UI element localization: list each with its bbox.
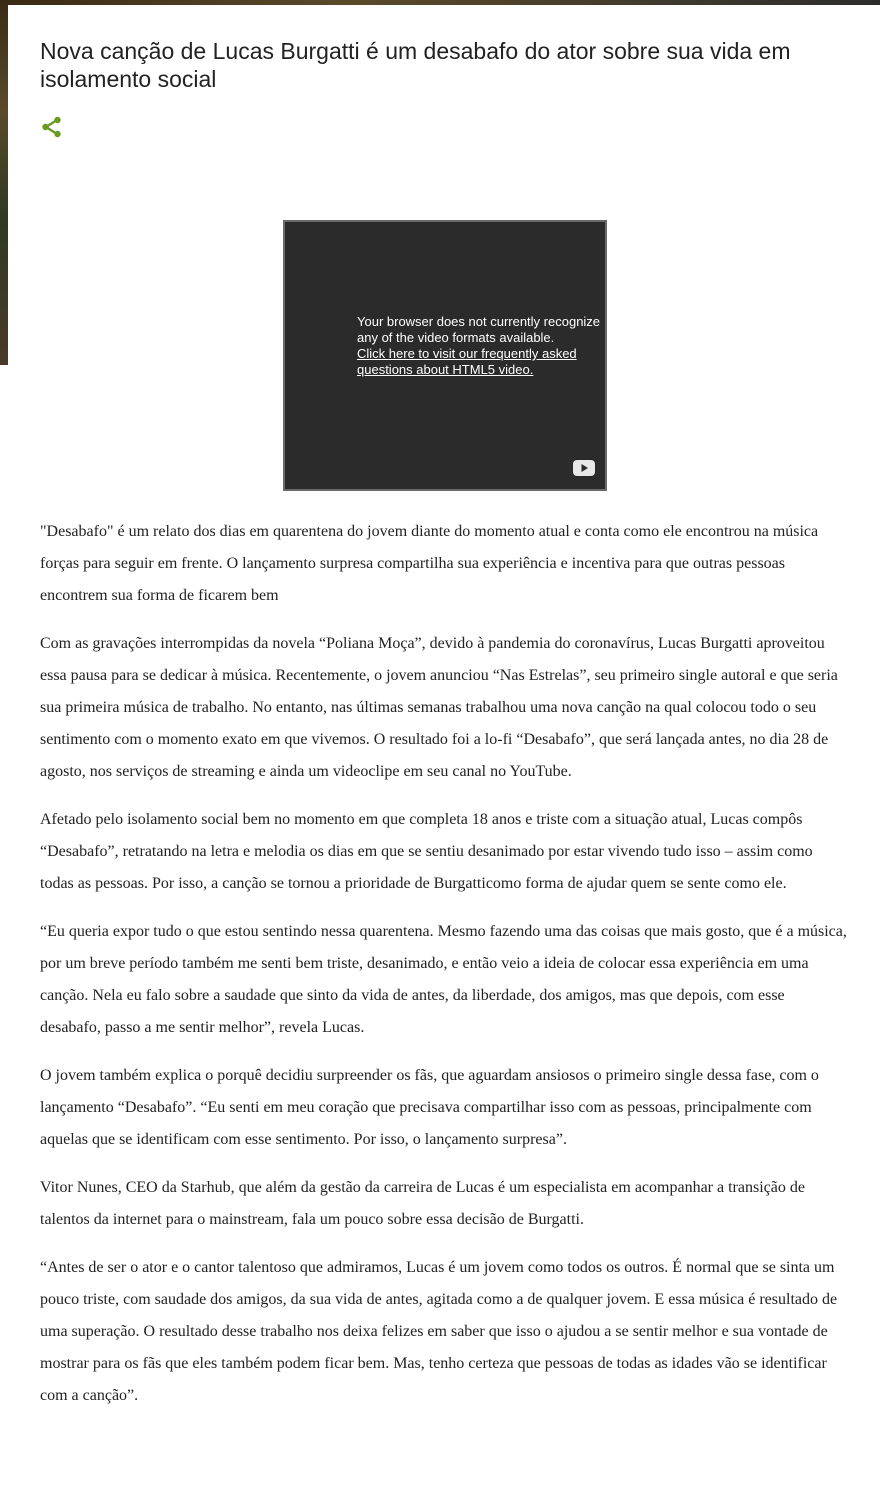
article-paragraph: "Desabafo" é um relato dos dias em quarentena do jovem diante do momento atual e conta como ele encontrou na música forças para seguir em frente. O lançamento surpresa compartilha sua experiência e incentiva para que outras pessoas encontrem sua forma de ficarem bem xyxy=(40,523,819,604)
background-strip xyxy=(0,0,8,365)
article-card xyxy=(8,5,880,1496)
article-paragraph: Com as gravações interrompidas da novela “Poliana Moça”, devido à pandemia do coronavírus, Lucas Burgatti aproveitou essa pausa para se dedicar à música. Recentemente, o jovem anunciou “Nas Estrelas”, seu primeiro single autoral e que seria sua primeira música de trabalho. No entanto, nas últimas semanas trabalhou uma nova canção na qual colocou todo o seu sentimento com o momento exato em que vivemos. O resultado foi a lo-fi “Desabafo”, que será lançada antes, no dia 28 de agosto, nos serviços de streaming e ainda um videoclipe em seu canal no YouTube. xyxy=(40,635,838,780)
youtube-icon[interactable] xyxy=(573,460,595,476)
video-faq-link[interactable]: Click here to visit our frequently asked questions about HTML5 video. xyxy=(357,346,577,377)
article-paragraph: “Eu queria expor tudo o que estou sentindo nessa quarentena. Mesmo fazendo uma das coisas que mais gosto, que é a música, por um breve período também me senti bem triste, desanimado, e então veio a ideia de colocar essa experiência em uma canção. Nela eu falo sobre a saudade que sinto da vida de antes, da liberdade, dos amigos, mas que depois, com esse desabafo, passo a me sentir melhor”, revela Lucas. xyxy=(40,923,847,1036)
video-message-text: Your browser does not currently recognize any of the video formats available. xyxy=(357,314,601,345)
article-paragraph: O jovem também explica o porquê decidiu surpreender os fãs, que aguardam ansiosos o primeiro single dessa fase, com o lançamento “Desabafo”. “Eu senti em meu coração que precisava compartilhar isso com as pessoas, principalmente com aquelas que se identificam com esse sentimento. Por isso, o lançamento surpresa”. xyxy=(40,1067,819,1148)
article-body xyxy=(40,516,848,1428)
article-title: Nova canção de Lucas Burgatti é um desabafo do ator sobre sua vida em isolamento social xyxy=(40,38,791,92)
article-paragraph: Afetado pelo isolamento social bem no momento em que completa 18 anos e triste com a situação atual, Lucas compôs “Desabafo”, retratando na letra e melodia os dias em que se sentiu desanimado por estar vivendo tudo isso – assim como todas as pessoas. Por isso, a canção se tornou a prioridade de Burgatticomo forma de ajudar quem se sente como ele. xyxy=(40,811,813,892)
article-paragraph: Vitor Nunes, CEO da Starhub, que além da gestão da carreira de Lucas é um especialista em acompanhar a transição de talentos da internet para o mainstream, fala um pouco sobre essa decisão de Burgatti. xyxy=(40,1179,805,1228)
article-paragraph: “Antes de ser o ator e o cantor talentoso que admiramos, Lucas é um jovem como todos os outros. É normal que se sinta um pouco triste, com saudade dos amigos, da sua vida de antes, agitada como a de qualquer jovem. E essa música é resultado de uma superação. O resultado desse trabalho nos deixa felizes em saber que isso o ajudou a se sentir melhor e sua vontade de mostrar para os fãs que eles também podem ficar bem. Mas, tenho certeza que pessoas de todas as idades vão se identificar com a canção”. xyxy=(40,1259,838,1404)
video-error-message xyxy=(357,314,605,378)
video-player[interactable] xyxy=(283,220,607,491)
share-icon[interactable] xyxy=(40,115,64,139)
